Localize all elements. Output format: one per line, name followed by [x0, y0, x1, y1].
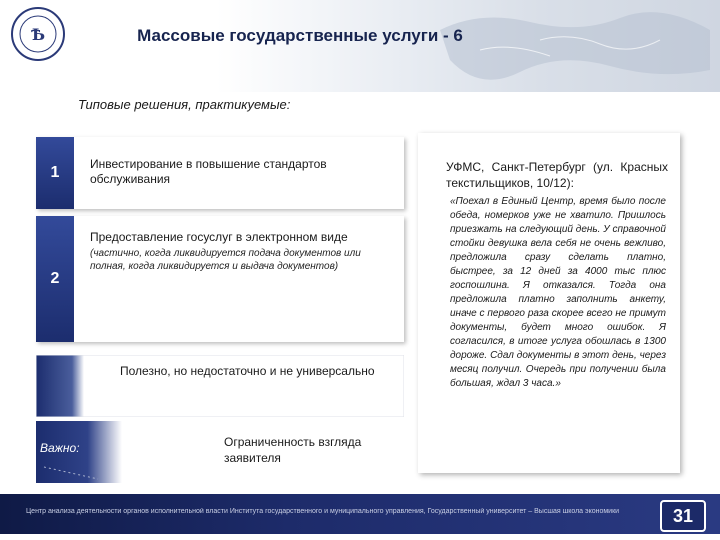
footer-bar	[0, 494, 720, 534]
header	[0, 0, 720, 92]
solution-number: 1	[36, 137, 74, 209]
important-label: Важно:	[40, 441, 80, 455]
page-title: Массовые государственные услуги - 6	[137, 26, 463, 45]
solution-note: (частично, когда ликвидируется подача документов или полная, когда ликвидируется и выдача документов)	[90, 248, 361, 272]
assessment-text: Полезно, но недостаточно и не универсально	[120, 364, 375, 378]
world-map-decoration	[420, 0, 720, 92]
svg-text:Ѣ: Ѣ	[30, 25, 46, 44]
footer-text: Центр анализа деятельности органов исполнительной власти Института государственного и муниципального управления, Государственный университет – Высшая школа экономики	[26, 508, 620, 515]
solution-text: Предоставление госуслуг в электронном виде	[90, 230, 348, 244]
important-text: Ограниченность взгляда заявителя	[224, 435, 362, 465]
solution-number: 2	[36, 216, 74, 342]
case-quote: «Поехал в Единый Центр, время было после обеда, номерков уже не хватило. Пришлось приезжать на следующий день. У справочной стойки девушка вела себя не очень вежливо, предложила сразу сделать платно, быстрее, за 12 дней за 4000 тыс плюс госпошлина. Я отказался. Тогда она предложила платно заполнить анкету, иначе с первого раза скорее всего не примут документы, будет много ошибок. Я согласился, в итоге услуга обошлась в 1300 дороже. Сдал документы в этот день, через месяц получил. Очередь при получении была большая, ждал 3 часа.»	[450, 196, 666, 389]
section-subtitle: Типовые решения, практикуемые:	[78, 97, 291, 112]
solution-row-1	[36, 137, 404, 209]
solution-text: Инвестирование в повышение стандартов обслуживания	[90, 157, 327, 186]
solution-row-2	[36, 216, 404, 342]
case-panel	[418, 133, 680, 473]
case-heading: УФМС, Санкт-Петербург (ул. Красных текстильщиков, 10/12):	[446, 160, 668, 190]
page-number: 31	[660, 500, 706, 532]
university-logo	[10, 6, 66, 62]
